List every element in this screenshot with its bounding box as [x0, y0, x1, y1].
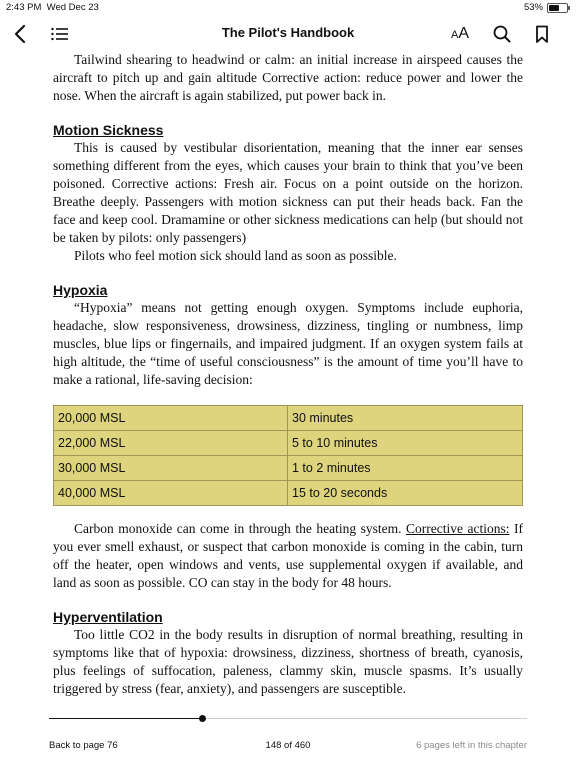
font-size-large-glyph: A — [458, 25, 469, 42]
motion-sickness-paragraph-1: This is caused by vestibular disorientation, meaning that the inner ear senses something different from the eyes, which causes your brain to think that you’ve been poisoned. Corrective actions: Fresh air. Focus on a point outside on the horizon. Breathe deeply. Passengers with motion sickness can put their heads back. Fan the face and keep cool. Dramamine or other sickness medications can help (but should not be taken by pilots: only passengers) — [53, 140, 523, 245]
table-cell-time: 1 to 2 minutes — [288, 456, 523, 481]
intro-paragraph: Tailwind shearing to headwind or calm: an initial increase in airspeed causes the aircraft to pitch up and gain altitude Corrective action: reduce power and lower the nose. When the aircraft is again stabilized, put power back in. — [53, 52, 523, 103]
table-cell-time: 5 to 10 minutes — [288, 431, 523, 456]
table-cell-altitude: 22,000 MSL — [54, 431, 288, 456]
status-date: Wed Dec 23 — [46, 2, 99, 13]
section-heading-hypoxia: Hypoxia — [53, 282, 108, 298]
table-cell-altitude: 40,000 MSL — [54, 481, 288, 506]
table-cell-altitude: 30,000 MSL — [54, 456, 288, 481]
font-size-button[interactable] — [446, 22, 474, 46]
page-content — [53, 51, 523, 706]
status-time: 2:43 PM — [6, 2, 42, 13]
pages-left-in-chapter: 6 pages left in this chapter — [416, 740, 527, 751]
reader-toolbar — [0, 18, 576, 50]
table-row — [54, 406, 523, 431]
section-heading-hyperventilation: Hyperventilation — [53, 609, 163, 625]
reading-progress-fill — [49, 718, 202, 719]
search-button[interactable] — [490, 22, 514, 46]
table-cell-altitude: 20,000 MSL — [54, 406, 288, 431]
list-icon — [51, 27, 69, 41]
co-corrective-label: Corrective actions: — [405, 521, 510, 536]
book-title: The Pilot's Handbook — [221, 25, 355, 40]
battery-percent: 53% — [523, 2, 543, 13]
search-icon — [493, 25, 511, 43]
reading-progress-thumb[interactable] — [199, 715, 206, 722]
font-size-small-glyph: A — [450, 29, 459, 41]
table-row — [54, 456, 523, 481]
table-of-contents-button[interactable] — [48, 22, 72, 46]
hypoxia-paragraph-1: “Hypoxia” means not getting enough oxygen. Symptoms include euphoria, headache, slow responsiveness, drowsiness, dizziness, tingling or numbness, limp muscles, blue lips or fingernails, and impaired judgment. If an oxygen system fails at high altitude, the “time of useful consciousness” is the amount of time you’ll have to make a rational, life-saving decision: — [53, 300, 523, 387]
chevron-left-icon — [13, 24, 27, 44]
status-bar — [0, 0, 576, 16]
table-cell-time: 15 to 20 seconds — [288, 481, 523, 506]
table-cell-time: 30 minutes — [288, 406, 523, 431]
back-button[interactable] — [8, 22, 32, 46]
carbon-monoxide-paragraph — [53, 520, 523, 592]
section-heading-motion-sickness: Motion Sickness — [53, 122, 164, 138]
co-rest-text: If you ever smell exhaust, or suspect that carbon monoxide is coming in the cabin, turn off the heater, open windows and vents, use supplemental oxygen if available, and land as soon as possible. CO can stay in the body for 48 hours. — [53, 521, 523, 590]
bookmark-icon — [535, 25, 549, 44]
useful-consciousness-table — [53, 405, 523, 506]
motion-sickness-paragraph-2: Pilots who feel motion sick should land as soon as possible. — [74, 248, 397, 263]
page-number: 148 of 460 — [265, 740, 311, 751]
status-battery — [524, 2, 568, 13]
hyperventilation-paragraph-1: Too little CO2 in the body results in disruption of normal breathing, resulting in symptoms like that of hypoxia: drowsiness, dizziness, shortness of breath, cyanosis, plus feelings of suffocation, paleness, clammy skin, muscle spasms. It’s usually triggered by stress (fear, anxiety), and passengers are susceptible. — [53, 627, 523, 696]
battery-icon — [547, 3, 568, 13]
reader-footer — [49, 740, 527, 754]
reading-progress-slider[interactable] — [49, 718, 527, 719]
status-time-date — [6, 2, 99, 13]
bookmark-button[interactable] — [530, 22, 554, 46]
co-intro-text: Carbon monoxide can come in through the heating system. — [74, 521, 406, 536]
table-row — [54, 431, 523, 456]
back-to-page-link[interactable]: Back to page 76 — [49, 740, 118, 751]
table-row — [54, 481, 523, 506]
font-size-icon — [451, 25, 469, 43]
